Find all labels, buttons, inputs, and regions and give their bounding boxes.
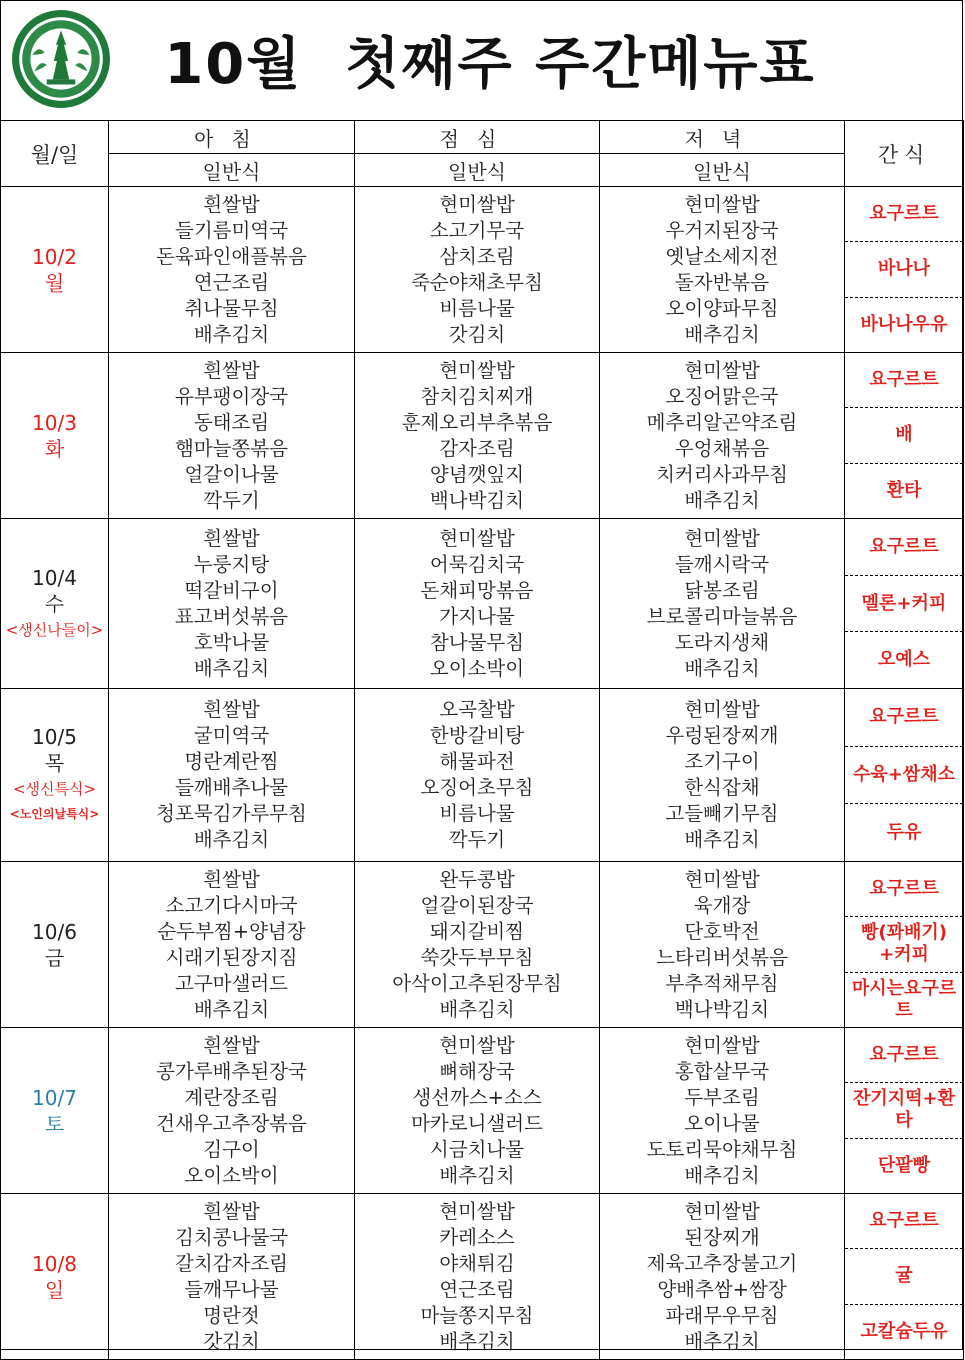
menu-item: 배추김치 (684, 322, 760, 346)
menu-item: 흰쌀밥 (203, 358, 260, 382)
breakfast-menu-cell (109, 519, 355, 689)
snack-item: 환타 (886, 479, 922, 501)
menu-item: 오이나물 (684, 1111, 760, 1135)
menu-item: 단호박전 (684, 919, 760, 943)
menu-item: 배추김치 (193, 997, 270, 1021)
menu-item: 파래무우무침 (665, 1303, 779, 1327)
day-row (1, 689, 964, 862)
dinner-menu-cell (600, 519, 845, 689)
menu-item: 들깨무나물 (184, 1277, 279, 1301)
menu-item: 돼지갈비찜 (429, 919, 525, 943)
lunch-menu-cell (355, 1028, 600, 1194)
weekday-label: 일 (44, 1277, 65, 1302)
menu-item: 한식잡채 (684, 776, 760, 799)
dinner-menu-cell (600, 353, 845, 519)
menu-item: 취나물무침 (184, 296, 279, 320)
emblem-logo (10, 8, 112, 110)
lunch-menu-cell (355, 519, 600, 689)
lunch-menu-cell (355, 1194, 600, 1360)
snack-item: 단팥빵 (877, 1154, 931, 1176)
menu-item: 시금치나물 (429, 1137, 525, 1161)
menu-item: 배추김치 (684, 1163, 760, 1187)
header-dinner-sub: 일반식 (600, 154, 845, 187)
lunch-menu-cell (355, 353, 600, 519)
date-cell (1, 519, 109, 689)
menu-item: 현미쌀밥 (684, 526, 760, 550)
snack-cell (845, 1028, 964, 1194)
menu-item: 현미쌀밥 (439, 1199, 515, 1223)
menu-item: 생선까스+소스 (412, 1085, 542, 1109)
menu-item: 현미쌀밥 (439, 1033, 515, 1057)
menu-item: 들깨배추나물 (174, 776, 289, 799)
menu-item: 백나박김치 (674, 997, 770, 1021)
menu-item: 참나물무침 (429, 630, 525, 654)
date-cell (1, 353, 109, 519)
snack-item: 요구르트 (845, 689, 963, 747)
snack-item: 빵(꽈배기)+커피 (845, 917, 963, 972)
breakfast-menu-cell (109, 1194, 355, 1360)
menu-item: 마카로니샐러드 (411, 1111, 543, 1135)
menu-item: 훈제오리부추볶음 (401, 410, 553, 434)
event-note: <생신특식> (12, 780, 97, 798)
menu-item: 홍합살무국 (674, 1059, 770, 1083)
menu-item: 우렁된장찌개 (665, 724, 779, 747)
menu-item: 갈치감자조림 (174, 1251, 289, 1275)
lunch-menu-cell (355, 187, 600, 353)
menu-item: 연근조림 (193, 270, 270, 294)
snack-item: 잔기지떡+환타 (845, 1083, 963, 1138)
date-cell (1, 1028, 109, 1194)
snack-cell (845, 862, 964, 1028)
menu-item: 고들빼기무침 (665, 802, 779, 825)
menu-item: 명란젓 (203, 1303, 260, 1327)
header-date: 월/일 (1, 121, 109, 187)
weekday-label: 토 (44, 1111, 65, 1136)
snack-item: 오예스 (877, 649, 931, 671)
menu-item: 현미쌀밥 (684, 1199, 760, 1223)
snack-item: 고칼슘두유 (860, 1320, 948, 1342)
menu-item: 시래기된장지짐 (165, 945, 298, 969)
date-label: 10/4 (32, 565, 77, 590)
menu-item: 흰쌀밥 (203, 867, 260, 891)
menu-item: 갓김치 (203, 1329, 260, 1353)
menu-item: 배추김치 (439, 997, 515, 1021)
menu-item: 동태조림 (193, 410, 270, 434)
header-snack: 간식 (845, 121, 964, 187)
snack-item: 요구르트 (845, 1028, 963, 1083)
breakfast-menu-cell (109, 689, 355, 862)
menu-item: 배추김치 (439, 1329, 515, 1353)
menu-item: 흰쌀밥 (203, 1199, 260, 1223)
menu-item: 참치김치찌개 (420, 384, 534, 408)
menu-item: 쑥갓두부무침 (420, 945, 534, 969)
snack-item: 두유 (886, 821, 922, 843)
date-cell (1, 862, 109, 1028)
date-cell (1, 689, 109, 862)
menu-item: 현미쌀밥 (684, 358, 760, 382)
menu-item: 두부조림 (684, 1085, 760, 1109)
menu-item: 현미쌀밥 (684, 698, 760, 721)
snack-item: 귤 (845, 1249, 963, 1304)
snack-cell (845, 689, 964, 862)
event-note: <노인의날특식> (9, 807, 100, 821)
menu-item: 오곡찰밥 (439, 698, 515, 721)
menu-item: 백나박김치 (429, 488, 525, 512)
menu-item: 카레소스 (439, 1225, 515, 1249)
snack-item: 마시는요구르트 (851, 977, 957, 1021)
menu-item: 유부팽이장국 (174, 384, 289, 408)
menu-item: 흰쌀밥 (203, 526, 260, 550)
menu-item: 호박나물 (193, 630, 270, 654)
day-row (1, 353, 964, 519)
menu-item: 삼치조림 (439, 244, 515, 268)
menu-item: 들기름미역국 (174, 218, 289, 242)
breakfast-menu-cell (109, 353, 355, 519)
snack-item: 수육+쌈채소 (845, 747, 963, 805)
day-row (1, 187, 964, 353)
menu-item: 명란계란찜 (184, 750, 279, 773)
date-label: 10/5 (32, 725, 77, 749)
menu-item: 제육고추장불고기 (646, 1251, 798, 1275)
menu-item: 누룽지탕 (193, 552, 270, 576)
menu-item: 가지나물 (439, 604, 515, 628)
menu-item: 들깨시락국 (674, 552, 770, 576)
menu-item: 오징어맑은국 (665, 384, 779, 408)
menu-item: 우거지된장국 (665, 218, 779, 242)
weekday-label: 목 (44, 751, 65, 775)
snack-item: 요구르트 (845, 862, 963, 917)
menu-item: 얼갈이된장국 (420, 893, 534, 917)
breakfast-menu-cell (109, 862, 355, 1028)
header-lunch-sub: 일반식 (355, 154, 600, 187)
weekday-label: 월 (44, 270, 65, 295)
menu-item: 치커리사과무침 (656, 462, 788, 486)
menu-item: 청포묵김가루무침 (156, 802, 307, 825)
menu-item: 감자조림 (439, 436, 515, 460)
weekday-label: 화 (44, 436, 65, 461)
date-label: 10/6 (32, 919, 77, 944)
menu-item: 배추김치 (439, 1163, 515, 1187)
menu-item: 깍두기 (448, 828, 506, 851)
date-label: 10/8 (32, 1251, 77, 1276)
menu-item: 아삭이고추된장무침 (392, 971, 562, 995)
menu-item: 배추김치 (684, 1329, 760, 1353)
menu-item: 떡갈비구이 (184, 578, 279, 602)
menu-item: 김구이 (203, 1137, 260, 1161)
menu-item: 오징어초무침 (420, 776, 534, 799)
menu-body (1, 187, 964, 1360)
menu-item: 오이소박이 (184, 1163, 279, 1187)
menu-item: 해물파전 (439, 750, 515, 773)
date-label: 10/7 (32, 1085, 77, 1110)
menu-item: 현미쌀밥 (684, 867, 760, 891)
day-row (1, 862, 964, 1028)
menu-item: 배추김치 (193, 828, 270, 851)
menu-item: 뼈해장국 (439, 1059, 515, 1083)
menu-item: 야채튀김 (439, 1251, 515, 1275)
menu-item: 얼갈이나물 (184, 462, 279, 486)
menu-item: 소고기무국 (429, 218, 525, 242)
menu-item: 흰쌀밥 (203, 698, 260, 721)
date-label: 10/2 (32, 244, 77, 269)
menu-item: 현미쌀밥 (684, 1033, 760, 1057)
menu-item: 육개장 (693, 893, 751, 917)
menu-item: 연근조림 (439, 1277, 515, 1301)
snack-item: 요구르트 (845, 519, 963, 576)
weekly-menu-table (0, 120, 964, 1360)
menu-item: 양배추쌈+쌈장 (657, 1277, 787, 1301)
menu-item: 배추김치 (684, 656, 760, 680)
header-breakfast: 아침 (109, 121, 355, 154)
lunch-menu-cell (355, 862, 600, 1028)
snack-cell (845, 1194, 964, 1360)
menu-item: 돈육파인애플볶음 (156, 244, 307, 268)
menu-item: 비름나물 (439, 802, 515, 825)
menu-item: 양념깻잎지 (429, 462, 525, 486)
menu-item: 순두부찜+양념장 (157, 919, 306, 943)
menu-item: 조기구이 (684, 750, 760, 773)
menu-item: 흰쌀밥 (203, 1033, 260, 1057)
dinner-menu-cell (600, 1028, 845, 1194)
header-dinner: 저녁 (600, 121, 845, 154)
menu-item: 우엉채볶음 (674, 436, 770, 460)
menu-item: 배추김치 (684, 488, 760, 512)
dinner-menu-cell (600, 862, 845, 1028)
dinner-menu-cell (600, 689, 845, 862)
menu-item: 현미쌀밥 (439, 358, 515, 382)
menu-item: 깍두기 (203, 488, 260, 512)
menu-item: 고구마샐러드 (174, 971, 289, 995)
day-row (1, 1194, 964, 1360)
dinner-menu-cell (600, 1194, 845, 1360)
day-row (1, 1028, 964, 1194)
menu-item: 햄마늘쫑볶음 (174, 436, 289, 460)
date-cell (1, 1194, 109, 1360)
menu-item: 돌자반볶음 (674, 270, 770, 294)
menu-item: 메추리알곤약조림 (646, 410, 798, 434)
menu-item: 어묵김치국 (429, 552, 525, 576)
menu-item: 건새우고추장볶음 (156, 1111, 307, 1135)
menu-item: 완두콩밥 (439, 867, 515, 891)
menu-item: 닭봉조림 (684, 578, 760, 602)
weekday-label: 금 (44, 945, 65, 970)
menu-item: 오이소박이 (429, 656, 525, 680)
snack-item: 요구르트 (845, 1194, 963, 1249)
breakfast-menu-cell (109, 187, 355, 353)
menu-item: 김치콩나물국 (174, 1225, 289, 1249)
menu-item: 현미쌀밥 (684, 192, 760, 216)
menu-item: 옛날소세지전 (665, 244, 779, 268)
menu-item: 된장찌개 (684, 1225, 760, 1249)
menu-item: 소고기다시마국 (165, 893, 298, 917)
snack-item: 멜론+커피 (845, 576, 963, 633)
menu-item: 굴미역국 (193, 724, 270, 747)
menu-item: 콩가루배추된장국 (156, 1059, 307, 1083)
menu-item: 배추김치 (684, 828, 760, 851)
menu-item: 계란장조림 (184, 1085, 279, 1109)
event-note: <생신나들이> (5, 620, 104, 639)
menu-item: 느타리버섯볶음 (656, 945, 788, 969)
lunch-menu-cell (355, 689, 600, 862)
snack-item: 바나나우유 (860, 313, 948, 335)
menu-item: 현미쌀밥 (439, 526, 515, 550)
dinner-menu-cell (600, 187, 845, 353)
menu-item: 표고버섯볶음 (174, 604, 289, 628)
menu-item: 배추김치 (193, 656, 270, 680)
menu-item: 마늘쫑지무침 (420, 1303, 534, 1327)
menu-item: 한방갈비탕 (429, 724, 525, 747)
menu-item: 갓김치 (448, 322, 506, 346)
day-row (1, 519, 964, 689)
header-lunch: 점심 (355, 121, 600, 154)
snack-item: 요구르트 (845, 187, 963, 242)
snack-item: 배 (845, 408, 963, 463)
menu-item: 비름나물 (439, 296, 515, 320)
weekday-label: 수 (44, 591, 65, 616)
menu-item: 도토리묵야채무침 (646, 1137, 798, 1161)
menu-item: 돈채피망볶음 (420, 578, 534, 602)
snack-item: 바나나 (845, 242, 963, 297)
menu-item: 부추적채무침 (665, 971, 779, 995)
breakfast-menu-cell (109, 1028, 355, 1194)
menu-item: 흰쌀밥 (203, 192, 260, 216)
menu-item: 도라지생채 (674, 630, 770, 654)
menu-item: 죽순야채초무침 (411, 270, 543, 294)
snack-cell (845, 353, 964, 519)
snack-item: 요구르트 (845, 353, 963, 408)
menu-item: 배추김치 (193, 322, 270, 346)
date-label: 10/3 (32, 410, 77, 435)
menu-item: 브로콜리마늘볶음 (646, 604, 798, 628)
date-cell (1, 187, 109, 353)
snack-cell (845, 187, 964, 353)
menu-item: 오이양파무침 (665, 296, 779, 320)
header-breakfast-sub: 일반식 (109, 154, 355, 187)
menu-item: 현미쌀밥 (439, 192, 515, 216)
page-title: 10월 첫째주 주간메뉴표 (164, 32, 816, 97)
snack-cell (845, 519, 964, 689)
